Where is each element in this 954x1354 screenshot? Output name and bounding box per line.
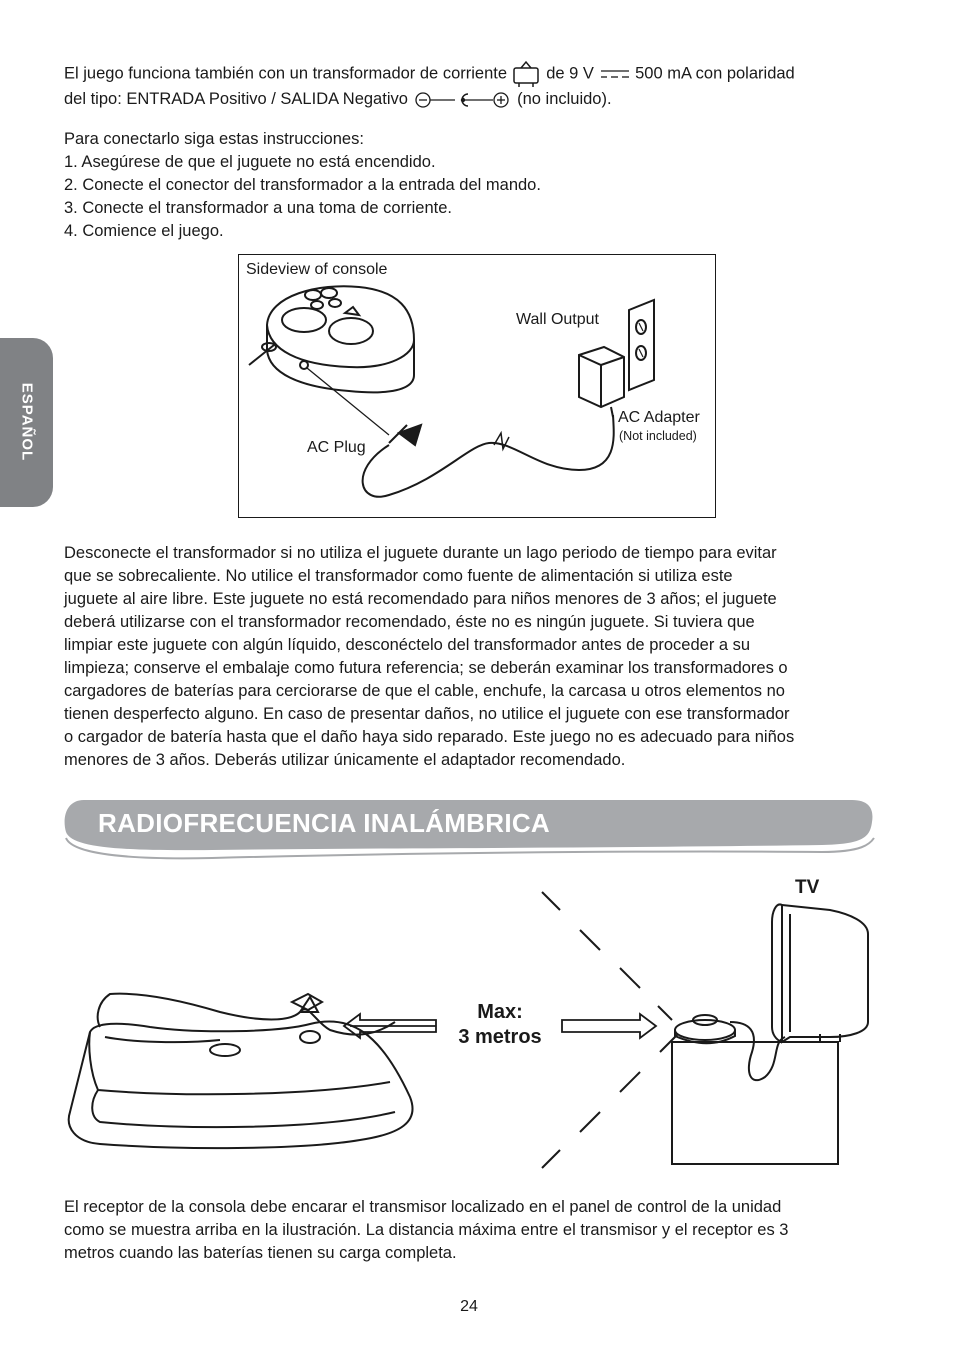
ac-plug-label: AC Plug	[307, 439, 366, 456]
warning-line: Desconecte el transformador si no utiliza el juguete durante un lago periodo de tiempo para evitar	[64, 544, 777, 562]
intro-text-1: El juego funciona también con un transformador de corriente	[64, 64, 508, 83]
warning-line: que se sobrecaliente. No utilice el transformador como fuente de alimentación si utiliza este	[64, 567, 733, 585]
table-drawing	[672, 1042, 838, 1164]
warning-line: deberá utilizarse con el transformador recomendado, éste no es ningún juguete. Si tuviera que	[64, 613, 755, 631]
adapter-connection-drawing	[239, 255, 717, 519]
transformer-icon	[512, 60, 542, 88]
rf-line: como se muestra arriba en la ilustración. La distancia máxima entre el transmisor y el receptor es 3	[64, 1221, 789, 1239]
warning-line: menores de 3 años. Deberás utilizar únicamente el adaptador recomendado.	[64, 751, 626, 769]
adapter-connection-figure	[238, 254, 716, 518]
instruction-step-1: 1. Asegúrese de que el juguete no está encendido.	[64, 153, 436, 171]
language-tab-label: ESPAÑOL	[18, 382, 36, 462]
warning-line: cargadores de baterías para cerciorarse de que el cable, enchufe, la carcasa u otros elementos no	[64, 682, 785, 700]
language-tab	[0, 338, 53, 507]
intro-text-4: del tipo: ENTRADA Positivo / SALIDA Negativo	[64, 90, 408, 108]
warning-line: limpiar este juguete con algún líquido, desconéctelo del transformador antes de proceder a su	[64, 636, 751, 654]
intro-text-5: (no incluido).	[517, 90, 612, 108]
page-number: 24	[460, 1298, 478, 1315]
warning-line: o cargador de batería hasta que el daño haya sido reparado. Este juego no es adecuado para niños	[64, 728, 795, 746]
instruction-step-2: 2. Conecte el conector del transformador a la entrada del mando.	[64, 176, 541, 194]
warning-paragraph	[64, 542, 894, 772]
intro-text-2: de 9 V	[546, 64, 594, 83]
intro-text-3: 500 mA con polaridad	[635, 64, 795, 83]
warning-line: tienen desperfecto alguno. En caso de presentar daños, no utilice el juguete con ese transformador	[64, 705, 790, 723]
section-title: RADIOFRECUENCIA INALÁMBRICA	[98, 808, 551, 838]
max-label-line2: 3 metros	[458, 1026, 542, 1048]
intro-paragraph	[64, 60, 894, 111]
not-included-label: (Not included)	[619, 429, 697, 443]
rf-paragraph	[64, 1196, 894, 1265]
instruction-step-4: 4. Comience el juego.	[64, 222, 224, 240]
ac-adapter-label: AC Adapter	[618, 409, 700, 426]
receiver-drawing	[675, 1020, 735, 1040]
warning-line: juguete al aire libre. Este juguete no está recomendado para niños menores de 3 años; el juguete	[64, 590, 777, 608]
warning-line: limpieza; conserve el embalaje como futura referencia; se deberán examinar los transformadores o	[64, 659, 788, 677]
tv-drawing	[782, 905, 868, 1042]
dc-current-icon	[599, 68, 631, 80]
rf-line: metros cuando las baterías tienen su carga completa.	[64, 1244, 457, 1262]
max-distance-label	[450, 1000, 550, 1050]
rf-range-figure	[60, 872, 880, 1172]
instructions-list	[64, 128, 894, 243]
rf-line: El receptor de la consola debe encarar el transmisor localizado en el panel de control de la unidad	[64, 1198, 782, 1216]
tv-label: TV	[795, 877, 820, 898]
arrow-right	[562, 1014, 656, 1038]
wall-outlet	[629, 300, 654, 390]
sideview-label: Sideview of console	[246, 261, 388, 278]
section-banner	[62, 798, 882, 862]
console-drawing	[69, 1021, 413, 1148]
max-label-line1: Max:	[477, 1001, 523, 1023]
adapter-cable	[363, 415, 614, 497]
polarity-icon	[413, 90, 513, 110]
wall-output-label: Wall Output	[516, 311, 599, 328]
instructions-heading: Para conectarlo siga estas instrucciones:	[64, 130, 364, 148]
instruction-step-3: 3. Conecte el transformador a una toma de corriente.	[64, 199, 452, 217]
